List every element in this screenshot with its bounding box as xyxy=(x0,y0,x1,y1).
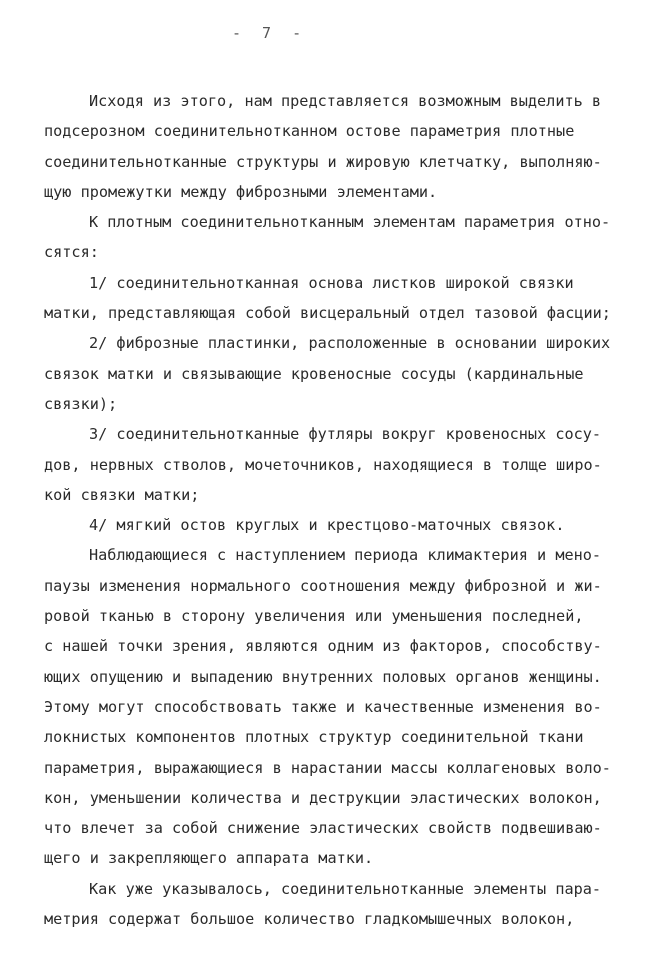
text-line: паузы изменения нормального соотношения между фиброзной и жи- xyxy=(44,576,602,595)
text-line: связки); xyxy=(44,394,118,413)
text-line: щего и закрепляющего аппарата матки. xyxy=(44,849,374,868)
text-line: что влечет за собой снижение эластических свойств подвешиваю- xyxy=(44,819,602,838)
text-line: дов, нервных стволов, мочеточников, находящиеся в толще широ- xyxy=(44,455,602,474)
text-line: кон, уменьшении количества и деструкции эластических волокон, xyxy=(44,788,602,807)
text-line: К плотным соединительнотканным элементам параметрия отно- xyxy=(89,213,611,232)
text-line: Исходя из этого, нам представляется возможным выделить в xyxy=(89,92,602,110)
text-line: метрия содержат большое количество гладкомышечных волокон, xyxy=(44,910,575,929)
text-line: подсерозном соединительнотканном остове параметрия плотные xyxy=(44,122,575,141)
text-line: с нашей точки зрения, являются одним из факторов, способству- xyxy=(44,637,602,656)
text-line: 1/ соединительнотканная основа листков широкой связки xyxy=(89,273,574,292)
page-number: - 7 - xyxy=(232,24,308,42)
text-line: связок матки и связывающие кровеносные сосуды (кардинальные xyxy=(44,364,584,383)
text-line: параметрия, выражающиеся в нарастании массы коллагеновых воло- xyxy=(44,758,611,777)
text-line: ющих опущению и выпадению внутренних половых органов женщины. xyxy=(44,667,602,686)
text-line: матки, представляющая собой висцеральный отдел тазовой фасции; xyxy=(44,304,611,323)
body-text xyxy=(44,86,614,934)
text-line: сятся: xyxy=(44,243,99,262)
text-line: соединительнотканные структуры и жировую клетчатку, выполняю- xyxy=(44,152,602,171)
text-line: Как уже указывалось, соединительнотканные элементы пара- xyxy=(89,879,602,898)
text-line: 2/ фиброзные пластинки, расположенные в основании широких xyxy=(89,334,611,353)
text-line: Этому могут способствовать также и качественные изменения во- xyxy=(44,697,602,716)
text-line: Наблюдающиеся с наступлением периода климактерия и мено- xyxy=(89,546,602,565)
text-line: щую промежутки между фиброзными элементами. xyxy=(44,182,438,201)
text-line: 3/ соединительнотканные футляры вокруг кровеносных сосу- xyxy=(89,425,602,444)
text-line: ровой тканью в сторону увеличения или уменьшения последней, xyxy=(44,607,584,626)
text-line: кой связки матки; xyxy=(44,485,200,504)
text-line: 4/ мягкий остов круглых и крестцово-маточных связок. xyxy=(89,516,565,535)
text-line: локнистых компонентов плотных структур соединительной ткани xyxy=(44,728,584,747)
